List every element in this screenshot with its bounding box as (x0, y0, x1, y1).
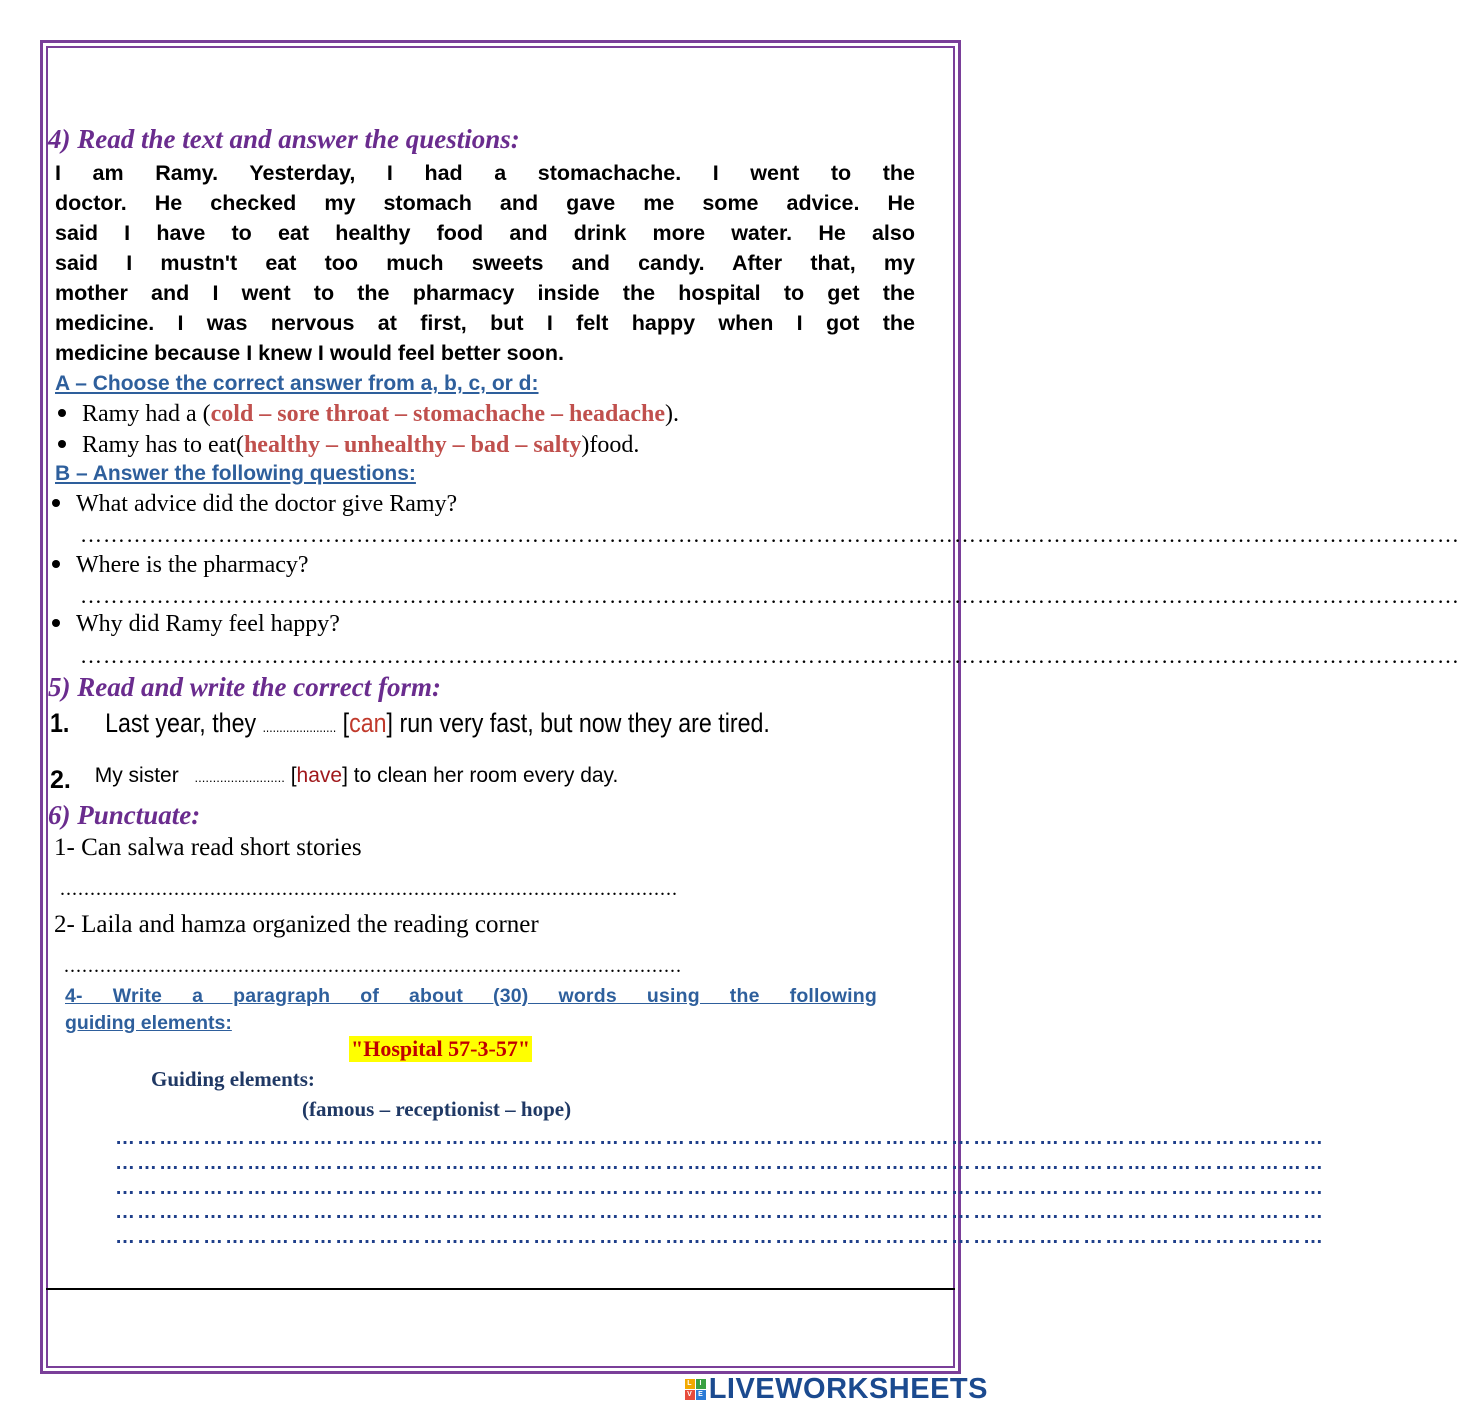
writing-line[interactable]: ………………………………………………………………………………………………………………………………………………… (115, 1152, 1325, 1174)
passage-line: mother and I went to the pharmacy inside the hospital to get the (55, 281, 915, 305)
punctuate-answer-line[interactable]: ....................................................................................................... (64, 955, 682, 977)
question-text: Why did Ramy feel happy? (76, 611, 340, 637)
sentence-start: My sister (94, 764, 179, 787)
writing-line[interactable]: ………………………………………………………………………………………………………………………………………………… (115, 1127, 1325, 1149)
verb-hint: have (296, 764, 343, 787)
paragraph-heading: 4- Write a paragraph of about (30) words using the following (65, 985, 877, 1007)
blank-field[interactable]: ...................... (262, 719, 337, 735)
question-text: Where is the pharmacy? (76, 552, 309, 578)
writing-line[interactable]: ………………………………………………………………………………………………………………………………………………… (115, 1201, 1325, 1223)
punctuate-item-2: 2- Laila and hamza organized the reading corner (54, 911, 539, 938)
passage-line: I am Ramy. Yesterday, I had a stomachache. I went to the (55, 161, 915, 185)
choose-question-1 (58, 401, 679, 428)
answer-line[interactable]: ……………………………………………………………………………………………………………………………………………………………… (80, 643, 1460, 668)
bullet-icon (52, 499, 60, 507)
logo-icon (685, 1379, 706, 1400)
writing-line[interactable]: ………………………………………………………………………………………………………………………………………………… (115, 1226, 1325, 1248)
item-number: 2. (50, 766, 71, 794)
guiding-label: Guiding elements: (151, 1067, 315, 1091)
answer-question-3 (52, 611, 340, 638)
form-item-1: 1. Last year, they ...................... [can] run very fast, but now they are tired. (50, 708, 770, 738)
section-4-title: 4) Read the text and answer the questions: (48, 124, 520, 154)
punctuate-item-1: 1- Can salwa read short stories (54, 834, 362, 861)
paragraph-heading-cont: guiding elements: (65, 1012, 232, 1034)
question-text: What advice did the doctor give Ramy? (76, 491, 458, 517)
answer-options[interactable]: healthy – unhealthy – bad – salty (243, 432, 582, 458)
answer-line[interactable]: ……………………………………………………………………………………………………………………………………………………………… (80, 583, 1460, 608)
sentence-end: run very fast, but now they are tired. (399, 708, 770, 738)
bullet-icon (52, 619, 60, 627)
question-text: Ramy had a ( (82, 401, 211, 427)
question-text: ). (665, 401, 680, 427)
sentence-end: to clean her room every day. (353, 764, 619, 787)
logo-letter: V (685, 1390, 695, 1400)
question-text: Ramy has to eat( (82, 432, 244, 458)
answer-question-1 (52, 491, 457, 518)
section-6-title: 6) Punctuate: (48, 800, 201, 830)
choose-question-2 (58, 432, 639, 459)
bullet-icon (52, 560, 60, 568)
answer-options[interactable]: cold – sore throat – stomachache – headache (210, 401, 666, 427)
passage-line: said I have to eat healthy food and drink more water. He also (55, 221, 915, 245)
passage-line: medicine. I was nervous at first, but I felt happy when I got the (55, 311, 915, 335)
paragraph-topic: "Hospital 57-3-57" (351, 1036, 531, 1061)
bullet-icon (58, 409, 66, 417)
verb-hint: can (349, 708, 387, 738)
passage-line: medicine because I knew I would feel better soon. (55, 341, 564, 365)
reading-passage (55, 158, 915, 368)
sentence-start: Last year, they (105, 708, 257, 738)
logo-letter: I (696, 1379, 706, 1389)
passage-line: said I mustn't eat too much sweets and candy. After that, my (55, 251, 915, 275)
answer-line[interactable]: ……………………………………………………………………………………………………………………………………………………………… (80, 522, 1460, 547)
part-a-heading: A – Choose the correct answer from a, b, c, or d: (55, 372, 539, 395)
section-5-title: 5) Read and write the correct form: (48, 672, 441, 702)
writing-line[interactable]: ………………………………………………………………………………………………………………………………………………… (115, 1177, 1325, 1199)
logo-text: LIVEWORKSHEETS (708, 1373, 988, 1405)
logo-letter: L (685, 1379, 695, 1389)
passage-line: doctor. He checked my stomach and gave me some advice. He (55, 191, 915, 215)
answer-question-2 (52, 552, 309, 579)
bullet-icon (58, 440, 66, 448)
divider-line (46, 1288, 955, 1290)
punctuate-answer-line[interactable]: ....................................................................................................... (60, 878, 678, 900)
question-text: )food. (581, 432, 640, 458)
liveworksheets-logo (685, 1373, 988, 1406)
part-b-heading: B – Answer the following questions: (55, 462, 416, 485)
form-item-2: 2. My sister ......................... [have] to clean her room every day. (50, 764, 619, 794)
item-number: 1. (50, 708, 70, 738)
guiding-words: (famous – receptionist – hope) (302, 1097, 572, 1121)
blank-field[interactable]: ......................... (194, 770, 285, 785)
logo-letter: E (696, 1390, 706, 1400)
